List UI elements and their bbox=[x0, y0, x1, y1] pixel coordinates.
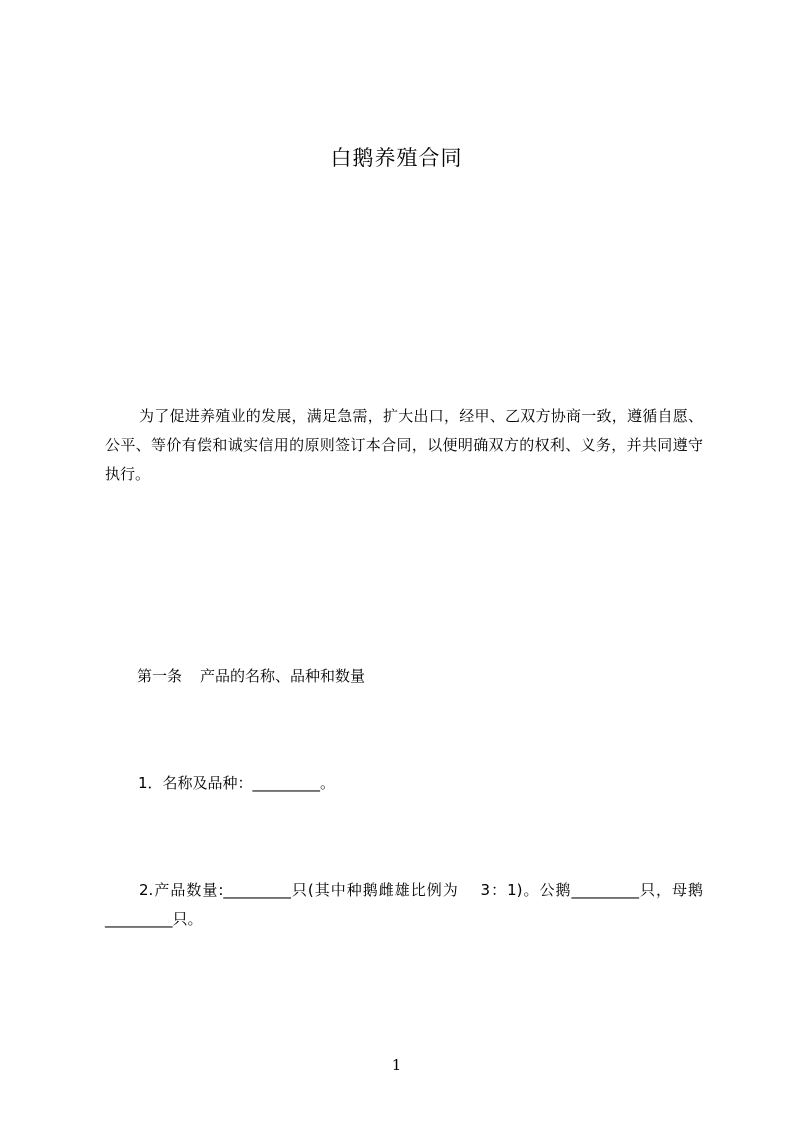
item-quantity: 2.产品数量:_________只(其中种鹅雌雄比例为 3：1)。公鹅_________只，母鹅_________只。 bbox=[105, 881, 703, 928]
document-title: 白鹅养殖合同 bbox=[330, 146, 463, 170]
item-quantity-paragraph bbox=[105, 876, 703, 934]
page-number: 1 bbox=[391, 1056, 402, 1074]
intro-paragraph bbox=[105, 402, 703, 489]
item-name-and-variety: 1．名称及品种：_________。 bbox=[138, 774, 336, 792]
intro-text: 为了促进养殖业的发展，满足急需，扩大出口，经甲、乙双方协商一致，遵循自愿、公平、等价有偿和诚实信用的原则签订本合同，以便明确双方的权利、义务，并共同遵守执行。 bbox=[105, 407, 703, 483]
article-1-heading bbox=[137, 665, 365, 686]
article-title: 产品的名称、品种和数量 bbox=[200, 667, 366, 685]
article-number: 第一条 bbox=[137, 667, 183, 685]
